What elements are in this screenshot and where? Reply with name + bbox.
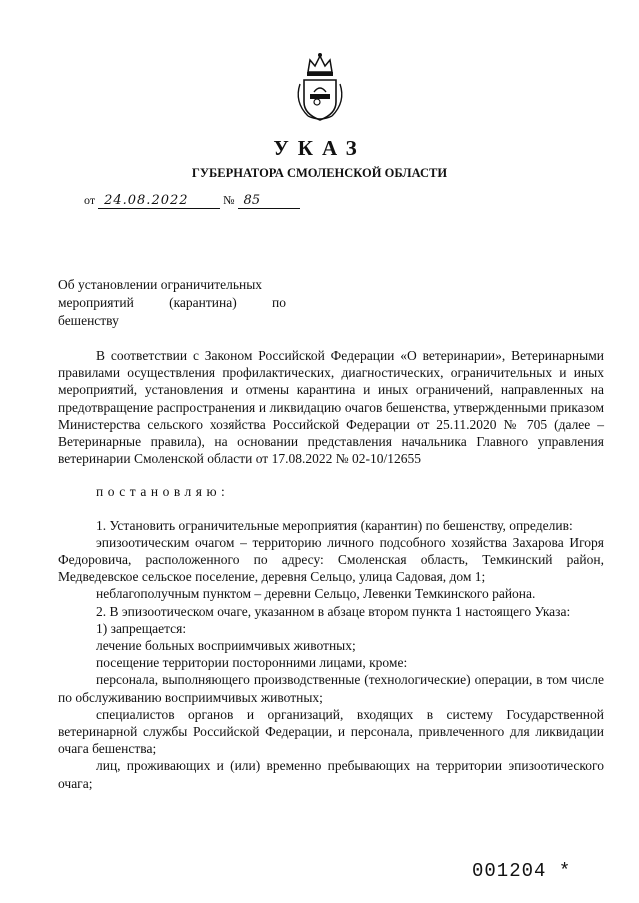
paragraph-1-focus: эпизоотическим очагом – территорию личного подсобного хозяйства Захарова Игоря Федоровича, расположенного по адресу: Смоленская область, Темкинский район, Медведевское сельское поселение, деревня Сельцо, улица Садовая, дом 1; [58, 534, 604, 585]
paragraph-2-1-treatment: лечение больных восприимчивых животных; [96, 638, 356, 654]
paragraph-2-1-visits: посещение территории посторонними лицами, кроме: [96, 655, 408, 671]
preamble-paragraph: В соответствии с Законом Российской Федерации «О ветеринарии», Ветеринарными правилами осуществления профилактических, диагностических, ограничительных и иных мероприятий, установления и отмены карантина и иных ограничений, направленных на предотвращение распространения и ликвидацию очагов бешенства, утвержденными приказом Министерства сельского хозяйства Российской Федерации от 25.11.2020 № 705 (далее – Ветеринарные правила), на основании представления начальника Главного управления ветеринарии Смоленской области от 17.08.2022 № 02-10/12655 [58, 348, 604, 467]
subject-line-2: мероприятий (карантина) по [58, 295, 286, 310]
paragraph-2: 2. В эпизоотическом очаге, указанном в абзаце втором пункта 1 настоящего Указа: [96, 603, 571, 619]
paragraph-2-1: 1) запрещается: [96, 620, 187, 636]
date-prefix: от [84, 193, 96, 207]
document-title: УКАЗ [273, 136, 366, 160]
document-subject [58, 276, 286, 330]
smolensk-coat-of-arms-emblem [290, 50, 350, 124]
document-subtitle: ГУБЕРНАТОРА СМОЛЕНСКОЙ ОБЛАСТИ [191, 166, 448, 180]
subject-line-1: Об установлении ограничительных [58, 277, 263, 292]
paragraph-1-point: неблагополучным пунктом – деревни Сельцо, Левенки Темкинского района. [96, 586, 536, 602]
date-number-line [84, 193, 300, 209]
paragraph-2-1-staff: персонала, выполняющего производственные (технологические) операции, в том числе по обслуживанию восприимчивых животных; [58, 672, 604, 705]
handwritten-date: 24.08.2022 [98, 193, 220, 209]
decree-word: постановляю: [96, 484, 230, 500]
number-prefix: № [223, 193, 235, 207]
document-body [58, 347, 604, 792]
serial-number: 001204 * [472, 860, 572, 882]
handwritten-number: 85 [238, 193, 300, 209]
paragraph-1: 1. Установить ограничительные мероприятия (карантин) по бешенству, определив: [96, 517, 573, 533]
subject-line-3: бешенству [58, 313, 119, 328]
paragraph-2-1-specialists: специалистов органов и организаций, входящих в систему Государственной ветеринарной службы Российской Федерации, и персонала, привлеченного для ликвидации очага бешенства; [58, 706, 604, 757]
paragraph-2-1-residents: лиц, проживающих и (или) временно пребывающих на территории эпизоотического очага; [58, 758, 604, 791]
